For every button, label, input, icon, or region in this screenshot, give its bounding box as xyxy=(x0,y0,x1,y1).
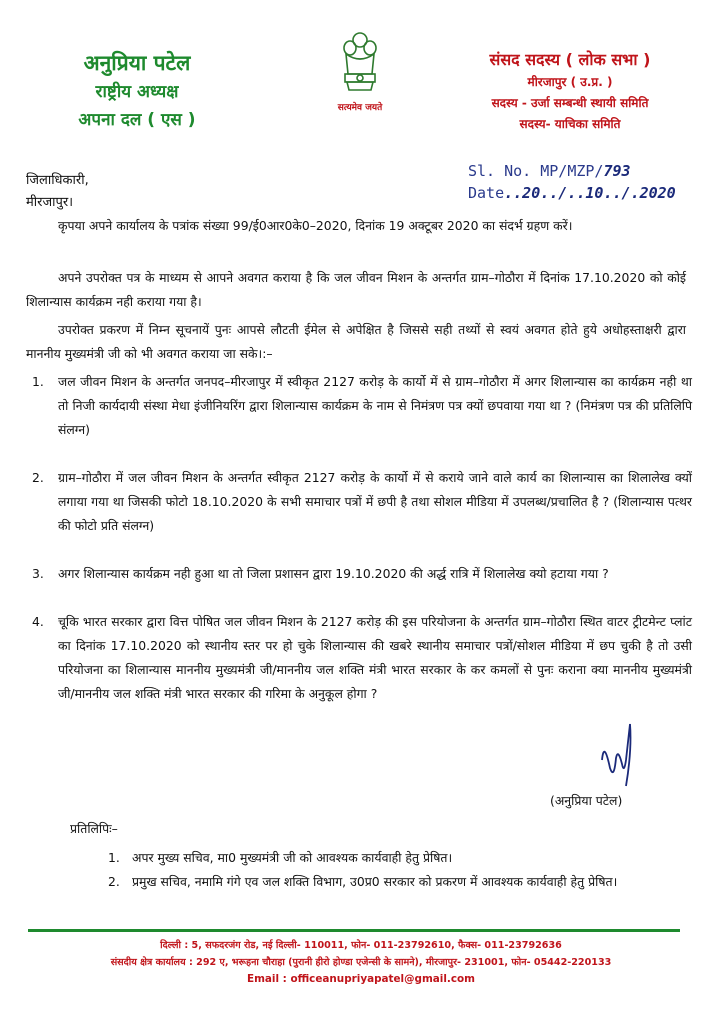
list-item xyxy=(108,846,668,870)
reference-block xyxy=(468,160,676,204)
footer-constituency-address: संसदीय क्षेत्र कार्यालय : 292 ए, भरूहना चौराहा (पुरानी हीरो होण्डा एजेन्सी के सामने), मीरजापुर- 231001, फोन- 05442-220133 xyxy=(110,957,612,968)
national-emblem xyxy=(324,30,396,113)
national-emblem-icon xyxy=(337,30,383,94)
mp-designation: संसद सदस्य ( लोक सभा ) xyxy=(489,50,651,69)
list-item-number: 4. xyxy=(32,614,44,629)
constituency: मीरजापुर ( उ.प्र. ) xyxy=(527,75,613,89)
list-item-number: 3. xyxy=(32,566,44,581)
serial-handwritten: 793 xyxy=(603,162,631,180)
emblem-motto: सत्यमेव जयते xyxy=(337,103,383,113)
list-item-number: 2. xyxy=(32,470,44,485)
list-item-text: ग्राम–गोठौरा में जल जीवन मिशन के अन्तर्गत स्वीकृत 2127 करोड़ के कार्यो में से कराये जाने वाले कार्य का शिलान्यास का शिलालेख क्यों लगाया गया था जिसकी फोटो 18.10.2020 के सभी समाचार पत्रों में छपी है तथा सोशल मीडिया में उपलब्ध/प्रचालित है ? (शिलान्यास पत्थर की फोटो प्रति संलग्न) xyxy=(58,470,692,533)
sender-party: अपना दल ( एस ) xyxy=(78,110,196,130)
serial-number xyxy=(468,160,676,182)
list-item-text: अगर शिलान्यास कार्यक्रम नही हुआ था तो जिला प्रशासन द्वारा 19.10.2020 की अर्द्ध रात्रि में शिलालेख क्यो हटाया गया ? xyxy=(58,566,609,581)
signatory-name: (अनुप्रिया पटेल) xyxy=(550,793,623,808)
addressee-line-2: मीरजापुर। xyxy=(26,195,74,210)
list-item-text: जल जीवन मिशन के अन्तर्गत जनपद–मीरजापुर में स्वीकृत 2127 करोड़ के कार्यो में से ग्राम–गोठौरा में अगर शिलान्यास का कार्यक्रम नही था तो निजी कार्यदायी संस्था मेधा इंजीनियरिंग द्वारा शिलान्यास कार्यक्रम के नाम से निमंत्रण पत्र क्यों छपवाया गया था ? (निमंत्रण पत्र की प्रतिलिपि संलग्न) xyxy=(58,374,692,437)
list-item xyxy=(32,610,692,706)
copies-list xyxy=(108,846,668,894)
question-list xyxy=(32,370,692,706)
list-item-number: 1. xyxy=(108,850,120,865)
date-label: Date xyxy=(468,184,505,202)
list-item-number: 1. xyxy=(32,374,44,389)
letter-date xyxy=(468,182,676,204)
list-item-text: अपर मुख्य सचिव, मा0 मुख्यमंत्री जी को आवश्यक कार्यवाही हेतु प्रेषित। xyxy=(132,850,453,865)
serial-label: Sl. No. MP/MZP/ xyxy=(468,162,604,180)
footer-divider xyxy=(28,929,680,932)
letterhead-right xyxy=(440,48,700,135)
letterhead-left xyxy=(42,48,232,134)
handwritten-signature xyxy=(596,720,642,790)
paragraph-reference: कृपया अपने कार्यालय के पत्रांक संख्या 99/ई0आर0के0–2020, दिनांक 19 अक्टूबर 2020 का संदर्भ ग्रहण करें। xyxy=(58,218,573,233)
addressee xyxy=(26,170,89,214)
committee-1: सदस्य - उर्जा सम्बन्धी स्थायी समिति xyxy=(491,96,649,110)
list-item xyxy=(32,466,692,562)
copies-heading: प्रतिलिपिः– xyxy=(70,821,118,836)
list-item-text: चूकि भारत सरकार द्वारा वित्त पोषित जल जीवन मिशन के 2127 करोड़ की इस परियोजना के अन्तर्गत ग्राम–गोठौरा स्थित वाटर ट्रीटमेन्ट प्लांट का दिनांक 17.10.2020 को स्थानीय स्तर पर हो चुके शिलान्यास की खबरे स्थानीय समाचार पत्रों/सोशल मीडिया में छप चुकी है तो उसी परियोजना का शिलान्यास माननीय मुख्यमंत्री जी/माननीय जल शक्ति मंत्री भारत सरकार के कर कमलों से पुनः कराना क्या माननीय मुख्यमंत्री जी/माननीय जल शक्ति मंत्री भारत सरकार की गरिमा के अनुकूल होगा ? xyxy=(58,614,692,701)
list-item xyxy=(108,870,668,894)
list-item-number: 2. xyxy=(108,874,120,889)
footer-email: Email : officeanupriyapatel@gmail.com xyxy=(247,973,475,985)
list-item xyxy=(32,562,692,610)
date-handwritten: ..20../..10../.2020 xyxy=(504,184,676,202)
footer xyxy=(20,937,702,988)
footer-delhi-address: दिल्ली : 5, सफदरजंग रोड, नई दिल्ली- 110011, फोन- 011-23792610, फैक्स- 011-23792636 xyxy=(160,940,562,951)
sender-name: अनुप्रिया पटेल xyxy=(83,51,191,75)
list-item xyxy=(32,370,692,466)
list-item-text: प्रमुख सचिव, नमामि गंगे एव जल शक्ति विभाग, उ0प्र0 सरकार को प्रकरण में आवश्यक कार्यवाही हेतु प्रेषित। xyxy=(132,874,618,889)
sender-title: राष्ट्रीय अध्यक्ष xyxy=(95,82,179,102)
paragraph-context: अपने उपरोक्त पत्र के माध्यम से आपने अवगत कराया है कि जल जीवन मिशन के अन्तर्गत ग्राम–गोठौरा में दिनांक 17.10.2020 को कोई शिलान्यास कार्यक्रम नही कराया गया है। xyxy=(26,270,686,309)
paragraph-request: उपरोक्त प्रकरण में निम्न सूचनायें पुनः आपसे लौटती ईमेल से अपेक्षित है जिससे सही तथ्यों से स्वयं अवगत होते हुये अधोहस्ताक्षरी द्वारा माननीय मुख्यमंत्री जी को भी अवगत कराया जा सके।:– xyxy=(26,322,686,361)
addressee-line-1: जिलाधिकारी, xyxy=(26,173,89,188)
committee-2: सदस्य- याचिका समिति xyxy=(519,117,621,131)
